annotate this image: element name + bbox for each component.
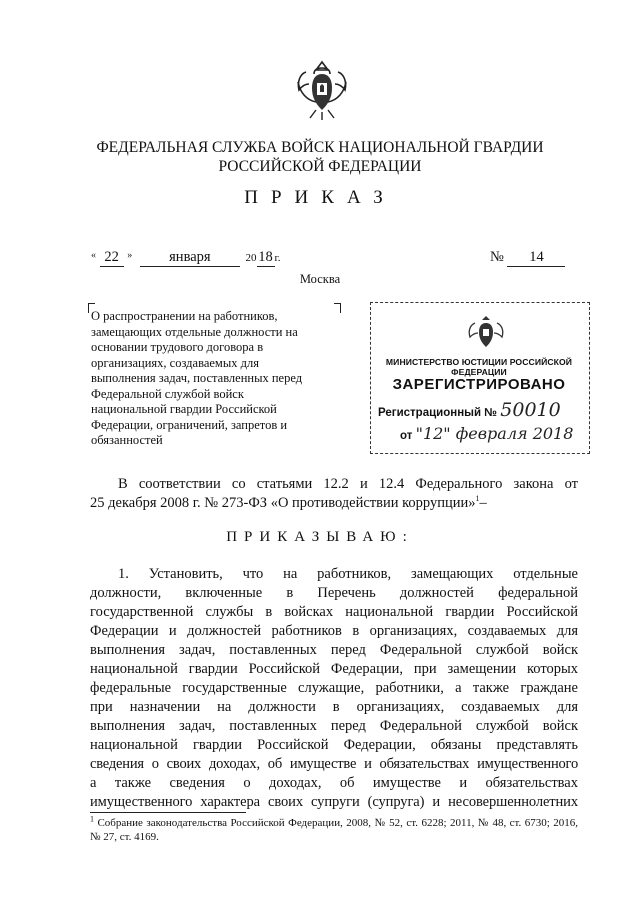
paragraph-line: имущественного характера своих супруги (супруга) и несовершеннолетних [90,794,578,810]
document-type-title: ПРИКАЗ [244,187,396,208]
stamp-registration-date [400,424,573,443]
footnote-separator [90,812,246,813]
paragraph-line: национальной гвардии Российской Федерации, обязаны представлять [90,737,578,753]
order-directive-heading: ПРИКАЗЫВАЮ: [226,529,414,545]
footnote-marker: 1 [90,814,94,824]
stamp-date-label: от [400,430,413,442]
stamp-emblem [467,314,505,352]
preamble-dash: – [479,495,487,511]
order-date: « 22 » января 20 18 г. [91,249,281,265]
paragraph-line: национальной гвардии Российской Федерации, при замещении которых [90,661,578,677]
order-date-year-suffix: 18 [258,249,273,265]
subject-line: организациях, создаваемых для [91,355,259,370]
coat-of-arms-emblem [294,58,350,122]
order-date-month: января [140,249,240,267]
organization-name-line1: ФЕДЕРАЛЬНАЯ СЛУЖБА ВОЙСК НАЦИОНАЛЬНОЙ ГВАРДИИ [96,139,544,156]
footnote-text: Собрание законодательства Российской Федерации, 2008, № 52, ст. 6228; 2011, № 48, ст. 6730; 2016, № 27, ст. 4169. [90,817,578,843]
footnote [90,814,578,844]
paragraph-line: должности, включенные в Перечень должностей федеральной [90,585,578,601]
subject-line: основании трудового договора в [91,340,264,354]
order-number [490,249,565,267]
paragraph-line: а также сведения о доходах, об имуществе и обязательствах [90,775,578,791]
preamble-text: 25 декабря 2008 г. № 273-ФЗ «О противодействии коррупции» [90,495,476,511]
subject-line: замещающих отдельные должности на [91,324,298,339]
subject-line: национальной гвардии Российской [91,402,277,416]
subject-line: выполнения задач, поставленных перед [91,371,303,385]
city: Москва [299,272,341,286]
preamble-line2 [90,494,487,513]
paragraph-line: федеральные государственные служащие, работники, а также граждане [90,680,578,696]
paragraph-line: выполнения задач, поставленных перед Федеральной службой войск [90,642,578,658]
stamp-registered: ЗАРЕГИСТРИРОВАНО [392,376,566,393]
order-date-day: 22 [100,249,124,267]
organization-name-line2: РОССИЙСКОЙ ФЕДЕРАЦИИ [218,158,422,175]
subject-line: Федерации, ограничений, запретов и [91,417,288,432]
subject-bracket-right [334,303,341,313]
paragraph-line: государственной службы в войсках национальной гвардии Российской [90,604,578,620]
stamp-reg-label: Регистрационный № [378,407,498,419]
order-subject [91,309,333,449]
order-date-year-mark: г. [274,252,281,264]
paragraph-line: 1. Установить, что на работников, замещающих отдельные [118,566,578,582]
footnote-reference: 1 [475,494,480,504]
order-number-value: 14 [507,249,565,267]
paragraph-line: выполнения задач, поставленных перед Федеральной службой войск [90,718,578,734]
paragraph-line: сведения о своих доходах, об имуществе и обязательствах имущественного [90,756,578,772]
stamp-ministry-name: МИНИСТЕРСТВО ЮСТИЦИИ РОССИЙСКОЙ ФЕДЕРАЦИИ [385,357,573,377]
order-date-year-prefix: 20 [245,252,257,264]
stamp-registration-number [378,399,561,421]
paragraph-line: Федерации и должностей работников в организациях, создаваемых для [90,623,578,639]
subject-line: О распространении на работников, [91,309,278,323]
subject-line: обязанностей [91,433,163,447]
subject-line: Федеральной службой войск [91,386,244,401]
stamp-date-handwritten: "12" февраля 2018 [415,424,574,443]
preamble-line1: В соответствии со статьями 12.2 и 12.4 Федерального закона от [118,476,578,492]
stamp-reg-number-handwritten: 50010 [500,399,561,421]
order-number-mark: № [490,249,504,265]
paragraph-line: при назначении на должности в организациях, создаваемых для [90,699,578,715]
